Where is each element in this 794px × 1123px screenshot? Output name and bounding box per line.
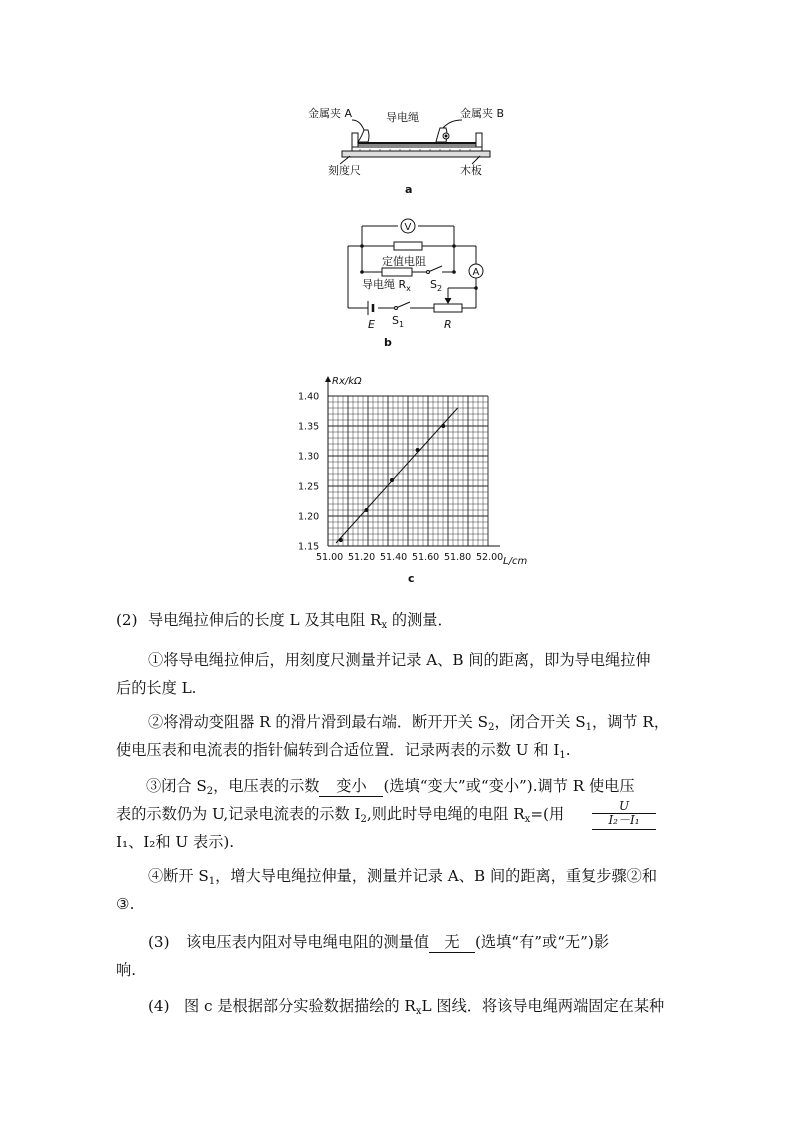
chart-axes [325,376,500,546]
p1-text: 导电绳拉伸后的长度 L 及其电阻 R [148,611,382,629]
battery-icon [368,301,373,315]
step-1-line-2: 后的长度 L. [116,679,197,697]
item-number: (3) [148,933,170,951]
x-tick-label: 52.00 [476,552,504,563]
ruler-label: 刻度尺 [328,164,361,177]
item-number: (2) [116,611,138,629]
wire-label: 导电绳 [386,111,419,124]
figure-b-circuit [338,210,498,352]
x-axis-label: L/cm [503,556,528,567]
fit-line [336,408,458,543]
s1-label: $S_1$ [392,314,405,329]
rx-l-chart [296,372,532,588]
answer-blank-1[interactable]: 变小 [319,776,383,797]
step-4-line-2: ③. [116,895,135,913]
y-axis-label: Rx/kΩ [332,376,362,387]
step-3-line-1: ③闭合 $S_2$，电压表的示数 变小 (选填“变大”或“变小”).调节 R 使电压 [146,777,635,797]
rheostat-icon [434,304,462,312]
step-2-line-2: 使电压表和电流表的指针偏转到合适位置．记录两表的示数 U 和 $I_1$. [116,741,571,761]
data-point [416,448,420,452]
y-axis-arrow [325,376,331,382]
paragraph-4 [116,992,684,1020]
step-4 [116,862,684,918]
paragraph-3-line-2: 响. [116,961,137,979]
step-3-line-3: I₁、I₂和 U 表示). [116,833,235,851]
step-1-line-1: ①将导电绳拉伸后，用刻度尺测量并记录 A、B 间的距离，即为导电绳拉伸 [148,651,651,669]
step-3-line-2: 表的示数仍为 U,记录电流表的示数 $I_2$,则此时导电绳的电阻 $R_x=$(用 [116,805,565,825]
data-point [364,508,368,512]
item-number: (4) [148,997,170,1015]
x-tick-label: 51.00 [316,552,344,563]
clip-b-label: 金属夹 B [460,107,505,120]
s2-label: $S_2$ [430,278,443,293]
paragraph-4-line-1: (4) 图 c 是根据部分实验数据描绘的 $R_xL$ 图线．将该导电绳两端固定在某种 [116,992,684,1020]
s1-switch-icon [395,307,398,310]
r-label: R [444,318,452,331]
paragraph-3-line-1: (3) 该电压表内阻对导电绳电阻的测量值 无 (选填“有”或“无”)影 [116,928,684,956]
paragraph-2-title: (2) 导电绳拉伸后的长度 L 及其电阻 $R_x$ 的测量． [116,606,684,634]
step-1 [116,646,684,702]
chart-tick-labels [298,392,503,564]
figure-b-caption: b [384,336,392,349]
apparatus-drawing [340,120,490,164]
wire-rx-icon [382,268,412,276]
clip-a-label: 金属夹 A [308,107,353,120]
step-2-line-1: ②将滑动变阻器 R 的滑片滑到最右端．断开开关 $S_2$，闭合开关 $S_1$，调节 R， [148,713,670,733]
board-label: 木板 [460,164,482,177]
answer-blank-2[interactable] [592,800,656,830]
wire-rx-label: 导电绳 $R_x$ [362,278,411,293]
x-tick-label: 51.40 [380,552,408,563]
figure-c-caption: c [408,572,415,585]
answer-blank-3[interactable]: 无 [429,932,475,953]
y-tick-label: 1.30 [298,451,320,463]
figure-a-caption: a [405,183,413,196]
ammeter-label: A [472,267,480,278]
chart-grid [328,396,488,546]
y-tick-label: 1.40 [298,391,320,403]
step-2 [116,708,684,764]
fixed-resistor-label: 定值电阻 [382,255,426,268]
y-tick-label: 1.35 [298,421,320,433]
e-label: E [368,318,375,331]
fixed-resistor-icon [394,242,422,250]
y-tick-label: 1.15 [298,541,320,553]
answer-underline [592,829,656,830]
y-tick-label: 1.25 [298,481,320,493]
data-points [339,424,445,542]
fraction-numerator: U [618,799,630,813]
x-tick-label: 51.80 [444,552,472,563]
y-tick-label: 1.20 [298,511,320,523]
voltmeter-label: V [404,222,412,233]
s2-switch-icon [427,271,430,274]
step-4-line-1: ④断开 $S_1$，增大导电绳拉伸量，测量并记录 A、B 间的距离，重复步骤②和 [148,867,658,887]
figure-a-apparatus [300,98,520,198]
fraction-denominator: I₂－I₁ [592,813,656,827]
x-tick-label: 51.20 [348,552,376,563]
x-tick-label: 51.60 [412,552,440,563]
paragraph-3 [116,928,684,984]
data-point [339,538,343,542]
data-point [441,424,445,428]
data-point [390,478,394,482]
